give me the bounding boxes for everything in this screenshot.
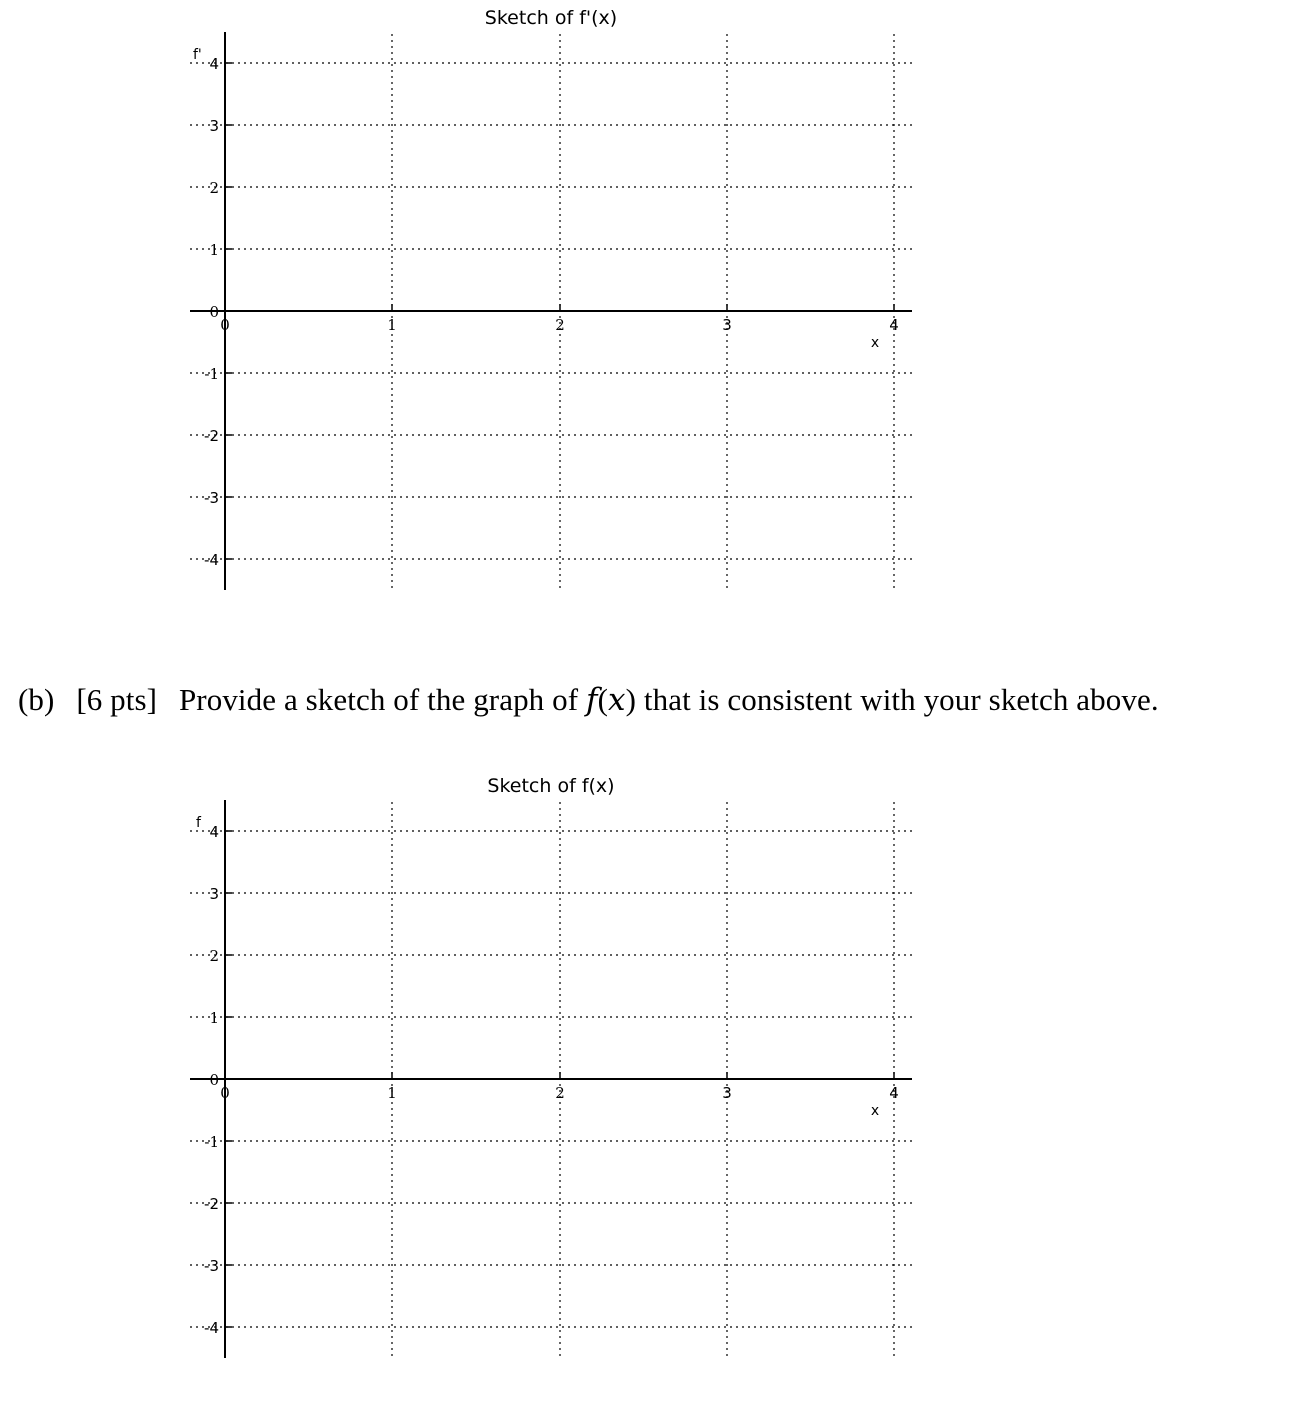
- question-points: [6 pts]: [76, 682, 158, 717]
- svg-text:2: 2: [555, 1084, 565, 1102]
- question-text-before: Provide a sketch of the graph of: [178, 682, 579, 717]
- svg-text:1: 1: [209, 1009, 219, 1027]
- svg-text:1: 1: [387, 316, 397, 334]
- y-axis-label: f: [196, 815, 201, 831]
- x-ticks: [392, 304, 894, 311]
- svg-text:-3: -3: [204, 1257, 219, 1275]
- question-text-after: that is consistent with your sketch above.: [643, 682, 1159, 717]
- x-axis-label: x: [870, 1103, 880, 1119]
- svg-text:2: 2: [209, 179, 219, 197]
- svg-text:2: 2: [555, 316, 565, 334]
- question-label: (b): [18, 682, 55, 717]
- x-ticks: [392, 1072, 894, 1079]
- svg-text:4: 4: [889, 316, 899, 334]
- svg-text:0: 0: [209, 1071, 219, 1089]
- chart-fprime-canvas: [0, 0, 1305, 600]
- svg-text:3: 3: [722, 316, 732, 334]
- svg-text:-4: -4: [204, 551, 219, 569]
- x-axis-label: x: [870, 335, 880, 351]
- y-axis-label: f': [193, 47, 202, 63]
- svg-text:-2: -2: [204, 427, 219, 445]
- chart-f: [0, 768, 1305, 1368]
- x-tick-labels: [220, 316, 899, 334]
- svg-text:2: 2: [209, 947, 219, 965]
- chart-title: Sketch of f'(x): [484, 7, 618, 29]
- svg-text:0: 0: [220, 1084, 230, 1102]
- chart-fprime: [0, 0, 1305, 600]
- svg-text:3: 3: [209, 117, 219, 135]
- svg-text:-1: -1: [204, 365, 219, 383]
- question-b: [18, 682, 1159, 718]
- svg-text:1: 1: [387, 1084, 397, 1102]
- svg-text:0: 0: [220, 316, 230, 334]
- svg-text:1: 1: [209, 241, 219, 259]
- svg-text:-4: -4: [204, 1319, 219, 1337]
- svg-text:-1: -1: [204, 1133, 219, 1151]
- svg-text:-2: -2: [204, 1195, 219, 1213]
- svg-text:4: 4: [889, 1084, 899, 1102]
- svg-text:3: 3: [209, 885, 219, 903]
- x-tick-labels: [220, 1084, 899, 1102]
- svg-text:3: 3: [722, 1084, 732, 1102]
- chart-f-canvas: [0, 768, 1305, 1368]
- svg-text:4: 4: [209, 823, 219, 841]
- svg-text:-3: -3: [204, 489, 219, 507]
- svg-text:0: 0: [209, 303, 219, 321]
- chart-title: Sketch of f(x): [487, 775, 615, 797]
- svg-text:4: 4: [209, 55, 219, 73]
- question-math: f(x): [586, 682, 637, 718]
